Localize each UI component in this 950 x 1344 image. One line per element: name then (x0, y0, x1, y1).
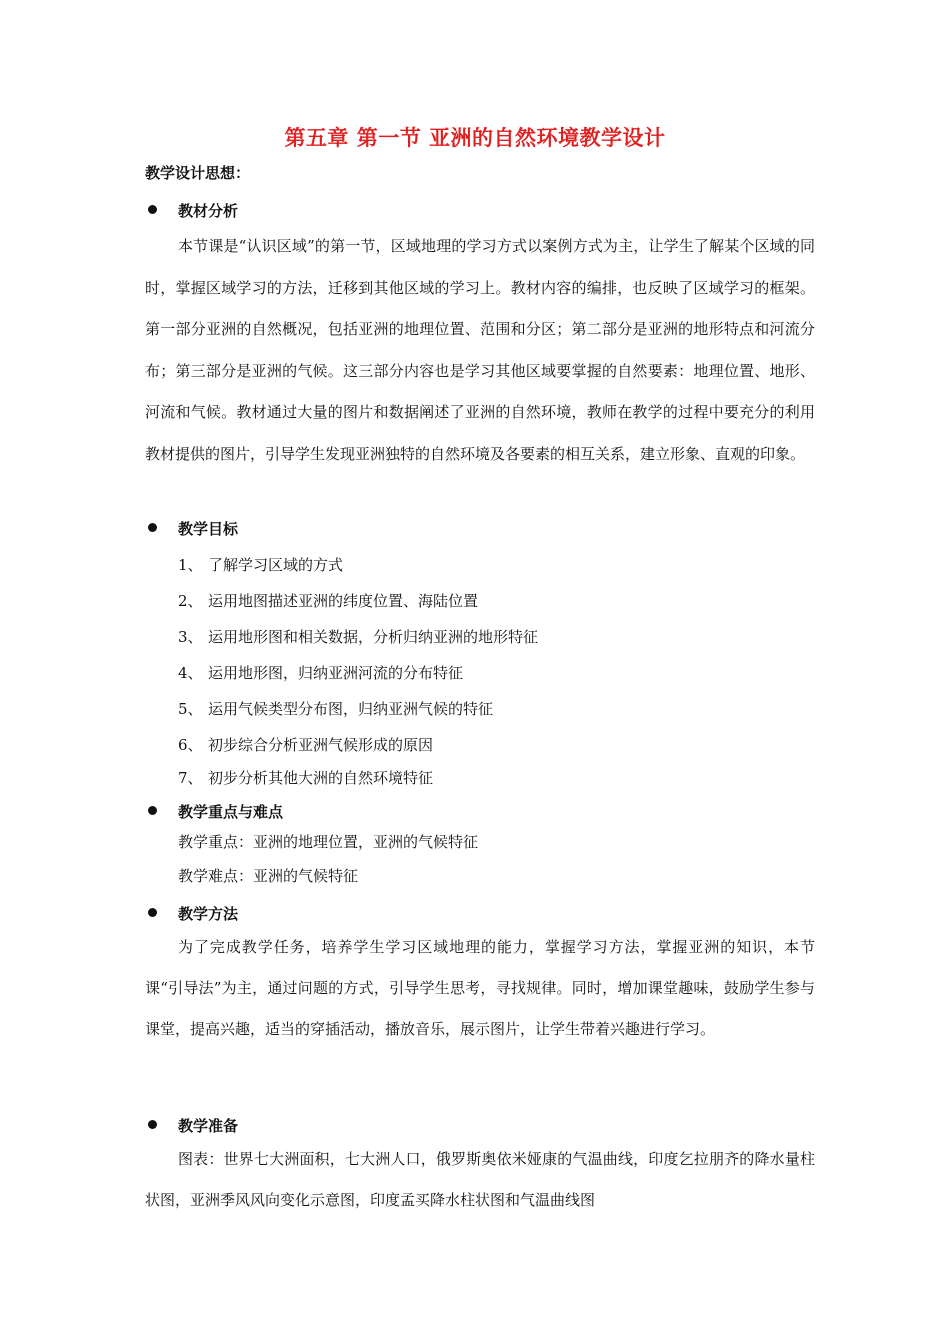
list-item: 7、 初步分析其他大洲的自然环境特征 (178, 769, 434, 787)
bullet-icon (148, 908, 157, 917)
bullet-icon (148, 1120, 157, 1129)
preparation-paragraph: 图表：世界七大洲面积，七大洲人口，俄罗斯奥依米娅康的气温曲线，印度乞拉朋齐的降水量柱状图，亚洲季风风向变化示意图，印度孟买降水柱状图和气温曲线图 (145, 1150, 815, 1209)
section-heading: 教学目标 (178, 520, 239, 538)
section-heading-row (145, 1115, 815, 1137)
list-item: 1、 了解学习区域的方式 (178, 556, 344, 574)
materials-paragraph: 本节课是“认识区域”的第一节，区域地理的学习方式以案例方式为主，让学生了解某个区域的同时，掌握区域学习的方法，迁移到其他区域的学习上。教材内容的编排，也反映了区域学习的框架。第一部分亚洲的自然概况，包括亚洲的地理位置、范围和分区；第二部分是亚洲的地形特点和河流分布；第三部分是亚洲的气候。这三部分内容也是学习其他区域要掌握的自然要素：地理位置、地形、河流和气候。教材通过大量的图片和数据阐述了亚洲的自然环境，教师在教学的过程中要充分的利用教材提供的图片，引导学生发现亚洲独特的自然环境及各要素的相互关系，建立形象、直观的印象。 (145, 237, 815, 463)
section-heading-row (145, 518, 815, 540)
section-focus (145, 801, 815, 893)
section-heading-row (145, 801, 815, 823)
section-goals (145, 518, 815, 793)
design-thoughts-heading: 教学设计思想： (145, 164, 251, 182)
section-methods (145, 903, 815, 1050)
bullet-icon (148, 523, 157, 532)
bullet-icon (148, 806, 157, 815)
section-preparation (145, 1115, 815, 1221)
key-point-text: 教学重点：亚洲的地理位置，亚洲的气候特征 (178, 833, 479, 851)
section-heading: 教学方法 (178, 905, 239, 923)
section-materials (145, 200, 815, 475)
list-item: 2、 运用地图描述亚洲的纬度位置、海陆位置 (178, 592, 479, 610)
list-item: 3、 运用地形图和相关数据，分析归纳亚洲的地形特征 (178, 628, 539, 646)
bullet-icon (148, 205, 157, 214)
goals-list (145, 547, 815, 793)
section-heading: 教学准备 (178, 1117, 239, 1135)
section-heading: 教材分析 (178, 202, 239, 220)
section-heading-row (145, 200, 815, 222)
section-heading-row (145, 903, 815, 925)
section-heading: 教学重点与难点 (178, 803, 284, 821)
list-item: 6、 初步综合分析亚洲气候形成的原因 (178, 736, 434, 754)
list-item: 5、 运用气候类型分布图，归纳亚洲气候的特征 (178, 700, 494, 718)
methods-paragraph: 为了完成教学任务，培养学生学习区域地理的能力，掌握学习方法，掌握亚洲的知识，本节课“引导法”为主，通过问题的方式，引导学生思考，寻找规律。同时，增加课堂趣味，鼓励学生参与课堂，提高兴趣，适当的穿插活动，播放音乐，展示图片，让学生带着兴趣进行学习。 (145, 938, 815, 1038)
difficulty-text: 教学难点：亚洲的气候特征 (178, 867, 359, 885)
document-title: 第五章 第一节 亚洲的自然环境教学设计 (284, 126, 666, 150)
list-item: 4、 运用地形图，归纳亚洲河流的分布特征 (178, 664, 464, 682)
